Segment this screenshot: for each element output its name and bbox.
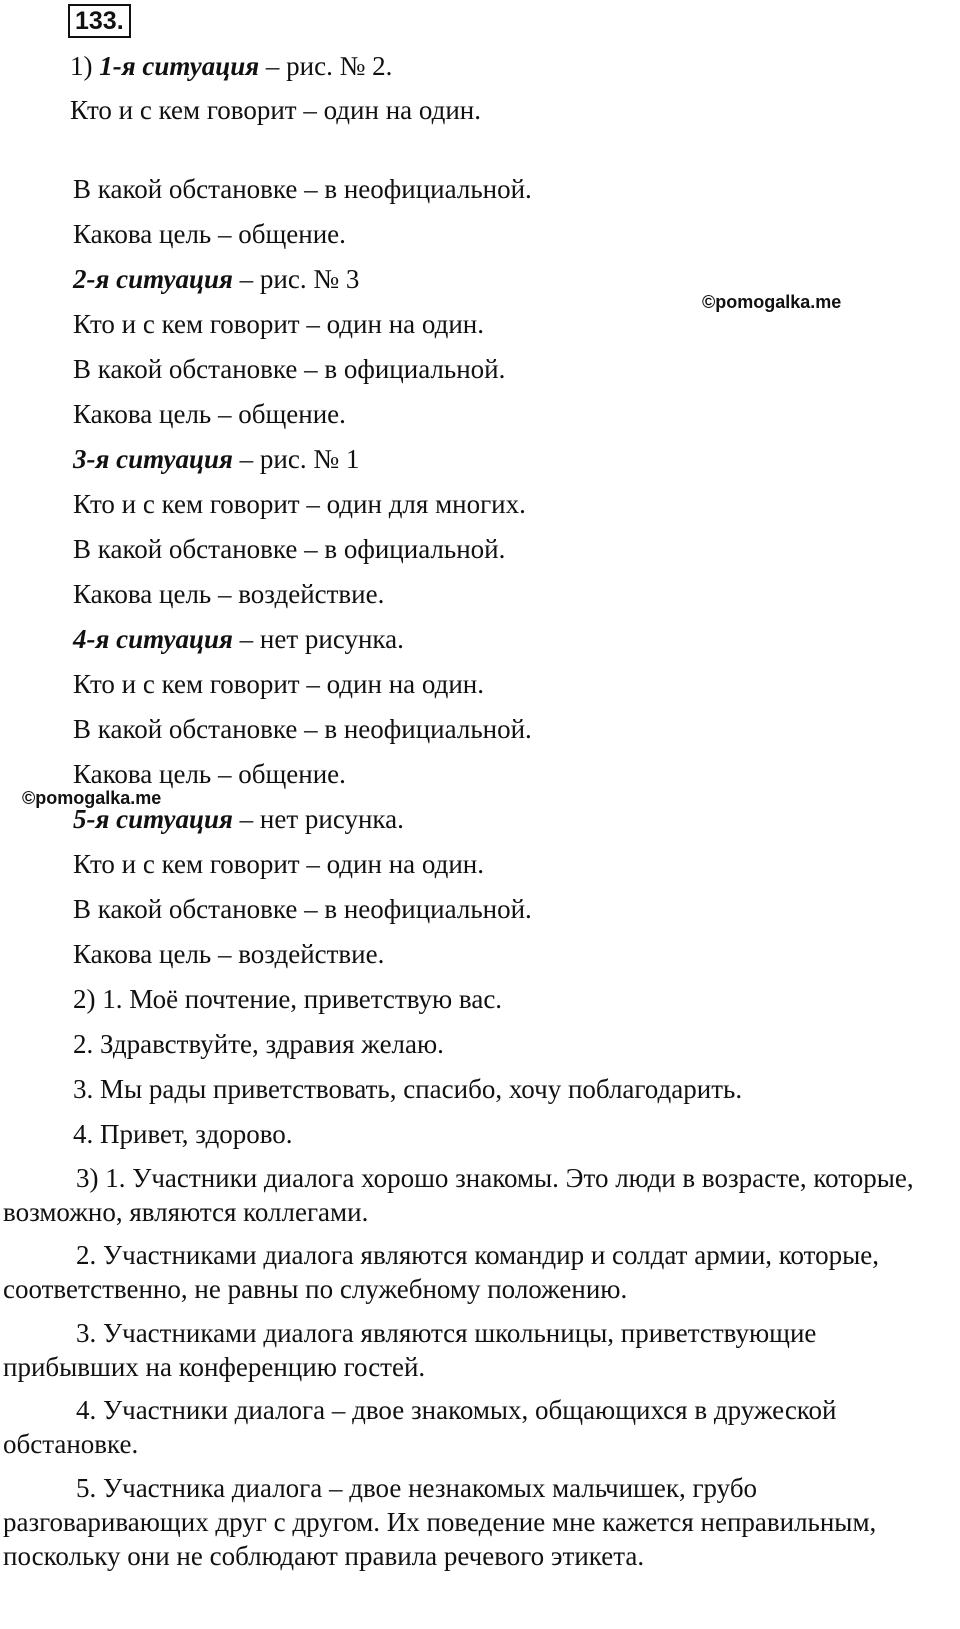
situation-2-heading [73,263,359,295]
situation-who: Кто и с кем говорит – один на один. [70,95,481,125]
situation-ref: – рис. № 3 [232,264,360,294]
situation-title: 3-я ситуация [73,444,233,474]
situation-setting: В какой обстановке – в официальной. [73,534,506,564]
greeting-line: 2) 1. Моё почтение, приветствую вас. [73,984,503,1014]
participants-paragraph: 3. Участниками диалога являются школьницы, приветствующие прибывших на конференцию гостей. [3,1318,817,1382]
watermark-left: ©pomogalka.me [22,788,162,808]
situation-who: Кто и с кем говорит – один на один. [73,669,484,699]
situation-ref: – рис. № 2. [259,51,393,81]
situation-title: 5-я ситуация [73,804,233,834]
situation-1-heading [70,50,392,82]
situation-goal: Какова цель – общение. [73,759,346,789]
participants-paragraph: 4. Участники диалога – двое знакомых, общающихся в дружеской обстановке. [3,1395,837,1459]
situation-goal: Какова цель – общение. [73,399,346,429]
situation-ref: – нет рисунка. [232,804,404,834]
greeting-line: 4. Привет, здорово. [73,1119,293,1149]
situation-who: Кто и с кем говорит – один для многих. [73,489,526,519]
participants-paragraph: 5. Участника диалога – двое незнакомых мальчишек, грубо разговаривающих друг с другом. Их поведение мне кажется неправильным, поскольку они не соблюдают правила речевого этикета. [3,1473,877,1571]
situation-goal: Какова цель – воздействие. [73,579,385,609]
situation-setting: В какой обстановке – в неофициальной. [73,714,532,744]
situation-ref: – рис. № 1 [232,444,360,474]
situation-title: 2-я ситуация [73,264,233,294]
situation-title: 1-я ситуация [99,51,260,81]
greeting-line: 3. Мы рады приветствовать, спасибо, хочу поблагодарить. [73,1074,743,1104]
situation-ref: – нет рисунка. [232,624,404,654]
part1-label: 1) [70,51,93,81]
exercise-number: 133. [68,4,131,38]
situation-who: Кто и с кем говорит – один на один. [73,309,484,339]
participants-paragraph: 3) 1. Участники диалога хорошо знакомы. Это люди в возрасте, которые, возможно, являются коллегами. [3,1163,914,1227]
situation-3-heading [73,443,359,475]
greeting-line: 2. Здравствуйте, здравия желаю. [73,1029,444,1059]
participants-paragraph: 2. Участниками диалога являются командир и солдат армии, которые, соответственно, не равны по служебному положению. [3,1240,879,1304]
situation-setting: В какой обстановке – в официальной. [73,354,506,384]
watermark-top: ©pomogalka.me [702,292,842,312]
situation-setting: В какой обстановке – в неофициальной. [73,894,532,924]
situation-goal: Какова цель – воздействие. [73,939,385,969]
situation-title: 4-я ситуация [73,624,233,654]
situation-setting: В какой обстановке – в неофициальной. [73,174,532,204]
situation-4-heading [73,623,404,655]
situation-5-heading [73,803,404,835]
situation-who: Кто и с кем говорит – один на один. [73,849,484,879]
situation-goal: Какова цель – общение. [73,219,346,249]
